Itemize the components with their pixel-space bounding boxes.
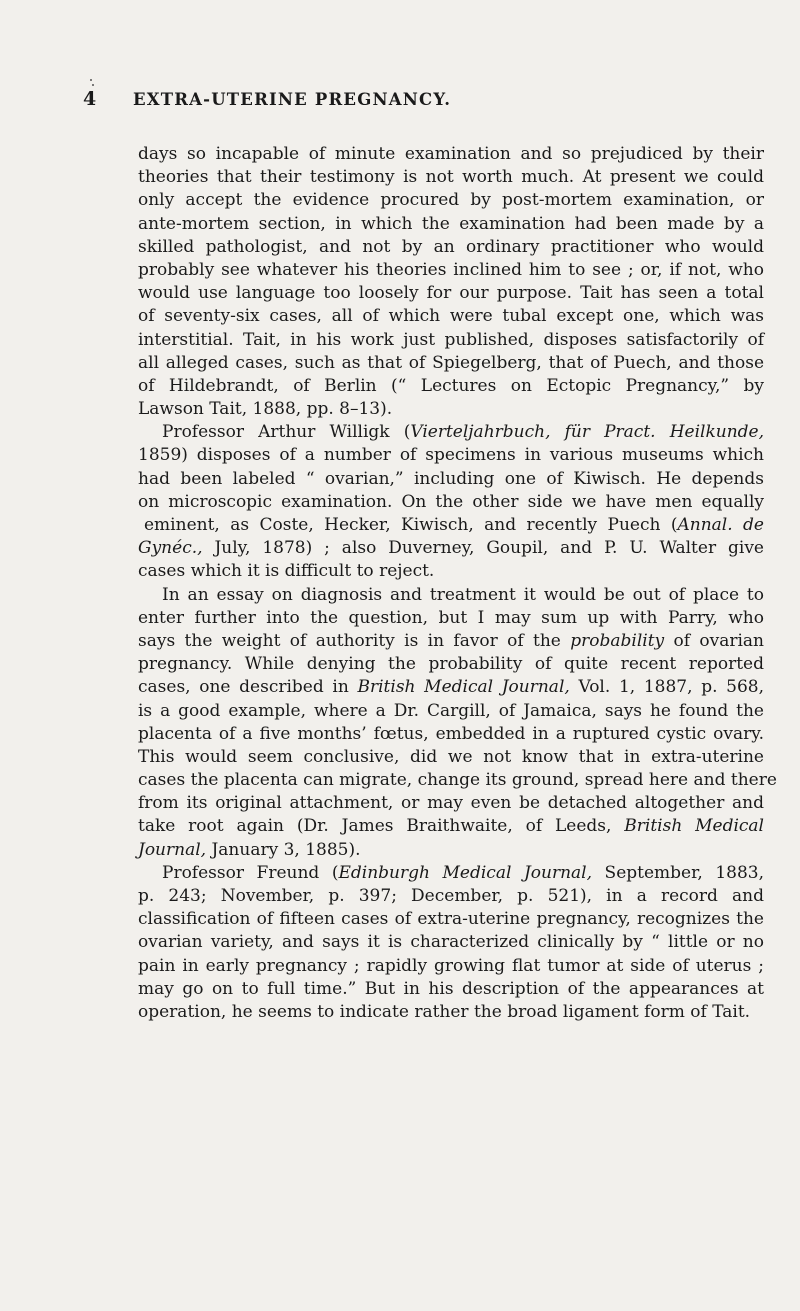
text-line: Professor Freund (Edinburgh Medical Journal, September, 1883, — [162, 862, 764, 883]
text-line: interstitial. Tait, in his work just published, disposes satisfactorily of — [138, 329, 764, 350]
text-line: had been labeled “ ovarian,” including one of Kiwisch. He depends — [138, 468, 764, 489]
text-line: from its original attachment, or may even be detached altogether and — [138, 793, 764, 814]
text-line: says the weight of authority is in favor of the probability of ovarian — [138, 630, 764, 651]
text-line: skilled pathologist, and not by an ordinary practitioner who would — [138, 236, 764, 257]
text-line: pregnancy. While denying the probability of quite recent reported — [138, 654, 764, 675]
page-number: 4 — [83, 88, 97, 110]
text-line: ovarian variety, and says it is characterized clinically by “ little or no — [138, 932, 764, 953]
text-line: This would seem conclusive, did we not know that in extra-uterine — [138, 746, 764, 767]
text-line: take root again (Dr. James Braithwaite, of Leeds, British Medical — [138, 816, 764, 837]
text-line: cases the placenta can migrate, change its ground, spread here and there — [138, 770, 777, 791]
text-line: cases, one described in British Medical Journal, Vol. 1, 1887, p. 568, — [138, 677, 765, 698]
text-line: operation, he seems to indicate rather the broad ligament form of Tait. — [138, 1001, 751, 1022]
text-line: of Hildebrandt, of Berlin (“ Lectures on Ectopic Pregnancy,” by — [138, 375, 764, 396]
text-line: days so incapable of minute examination and so prejudiced by their — [138, 144, 764, 164]
text-line: In an essay on diagnosis and treatment it would be out of place to — [162, 584, 764, 605]
text-line: all alleged cases, such as that of Spiegelberg, that of Puech, and those — [138, 352, 764, 373]
text-line: only accept the evidence procured by post-mortem examination, or — [138, 190, 764, 211]
text-line: is a good example, where a Dr. Cargill, of Jamaica, says he found the — [138, 700, 764, 721]
text-line: probably see whatever his theories inclined him to see ; or, if not, who — [138, 259, 764, 280]
text-line: pain in early pregnancy ; rapidly growing flat tumor at side of uterus ; — [138, 955, 764, 976]
text-line: ante-mortem section, in which the examination had been made by a — [138, 213, 764, 234]
page-speck — [90, 79, 92, 81]
text-line: eminent, as Coste, Hecker, Kiwisch, and recently Puech (Annal. de — [144, 515, 764, 535]
text-line: cases which it is difficult to reject. — [138, 561, 435, 582]
text-line: enter further into the question, but I may sum up with Parry, who — [138, 607, 764, 628]
body-text — [138, 143, 777, 1024]
text-line: of seventy-six cases, all of which were tubal except one, which was — [138, 306, 764, 327]
text-line: theories that their testimony is not worth much. At present we could — [138, 167, 764, 188]
running-head: EXTRA-UTERINE PREGNANCY. — [133, 90, 452, 109]
text-line: Gynéc., July, 1878) ; also Duverney, Goupil, and P. U. Walter give — [138, 538, 764, 559]
text-line: Journal, January 3, 1885). — [138, 839, 361, 860]
text-line: placenta of a five months’ fœtus, embedded in a ruptured cystic ovary. — [138, 723, 764, 744]
text-line: classification of fifteen cases of extra-uterine pregnancy, recognizes the — [138, 909, 764, 930]
page-speck — [92, 84, 94, 86]
text-line: 1859) disposes of a number of specimens in various museums which — [138, 445, 764, 466]
text-line: on microscopic examination. On the other side we have men equally — [138, 491, 764, 512]
text-line: would use language too loosely for our purpose. Tait has seen a total — [138, 283, 764, 304]
text-line: Professor Arthur Willigk (Vierteljahrbuch, für Pract. Heilkunde, — [162, 422, 764, 443]
page-header — [0, 88, 800, 118]
text-line: may go on to full time.” But in his description of the appearances at — [138, 978, 764, 999]
text-line: Lawson Tait, 1888, pp. 8–13). — [138, 399, 393, 420]
text-line: p. 243; November, p. 397; December, p. 521), in a record and — [138, 886, 764, 906]
